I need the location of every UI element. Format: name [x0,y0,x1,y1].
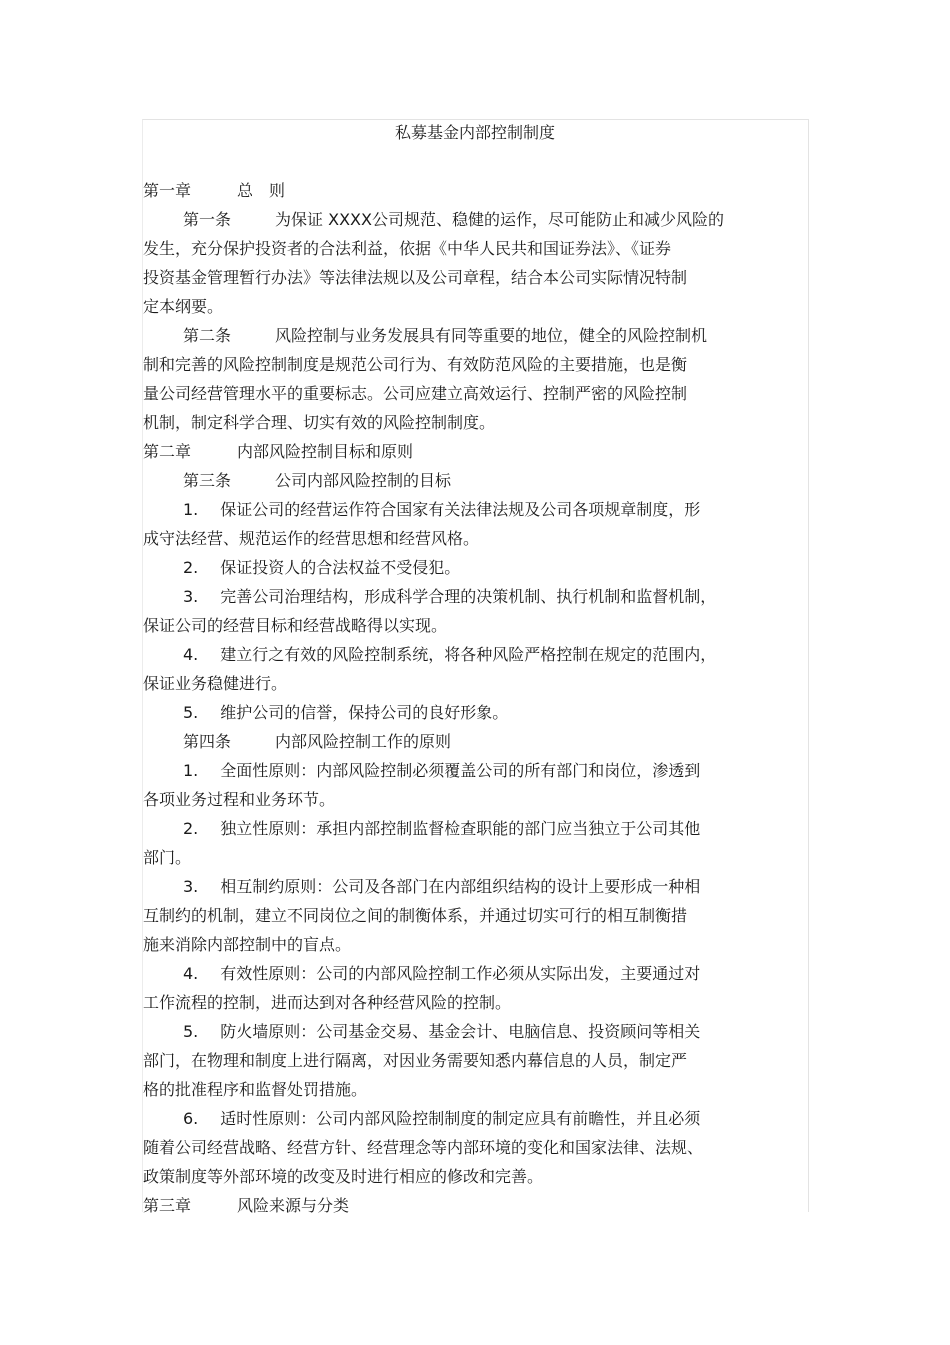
article-2-line [183,324,707,348]
item-number: 5. [183,1022,199,1041]
item-text: 独立性原则：承担内部控制监督检查职能的部门应当独立于公司其他 [220,819,701,838]
article-2-line: 机制，制定科学合理、切实有效的风险控制制度。 [143,413,496,432]
principle-item-line: 政策制度等外部环境的改变及时进行相应的修改和完善。 [143,1167,544,1186]
article-label: 第三条 [183,471,232,490]
principle-item-line: 工作流程的控制，进而达到对各种经营风险的控制。 [143,993,512,1012]
item-number: 5. [183,703,199,722]
article-3-heading [183,469,451,493]
item-number: 3. [183,877,199,896]
goal-item-line: 保证业务稳健进行。 [143,674,288,693]
chapter-3-heading [143,1194,349,1218]
item-text: 全面性原则：内部风险控制必须覆盖公司的所有部门和岗位，渗透到 [220,761,701,780]
goal-item-line: 保证公司的经营目标和经营战略得以实现。 [143,616,448,635]
item-text: 完善公司治理结构，形成科学合理的决策机制、执行机制和监督机制， [220,587,717,606]
item-number: 1. [183,500,199,519]
principle-item [183,759,700,783]
principle-item [183,962,700,986]
principle-item-line: 施来消除内部控制中的盲点。 [143,935,352,954]
chapter-label: 第一章 [143,181,192,200]
article-1-line: 发生，充分保护投资者的合法利益，依据《中华人民共和国证券法》、《证券 [143,239,672,258]
principle-item-line: 各项业务过程和业务环节。 [143,790,336,809]
article-1-line: 定本纲要。 [143,297,224,316]
article-label: 第一条 [183,210,232,229]
goal-item [183,585,716,609]
chapter-title: 总 则 [237,181,286,200]
goal-item [183,556,460,580]
item-text: 维护公司的信誉，保持公司的良好形象。 [220,703,509,722]
item-text: 相互制约原则：公司及各部门在内部组织结构的设计上要形成一种相 [220,877,701,896]
article-1-line [183,208,724,232]
article-label: 第四条 [183,732,232,751]
principle-item [183,1107,700,1131]
item-number: 2. [183,819,199,838]
item-text: 防火墙原则：公司基金交易、基金会计、电脑信息、投资顾问等相关 [220,1022,701,1041]
article-2-line: 制和完善的风险控制制度是规范公司行为、有效防范风险的主要措施，也是衡 [143,355,688,374]
principle-item [183,817,700,841]
chapter-title: 风险来源与分类 [237,1196,350,1215]
chapter-label: 第二章 [143,442,192,461]
item-number: 3. [183,587,199,606]
principle-item-line: 格的批准程序和监督处罚措施。 [143,1080,368,1099]
article-text: 为保证 XXXX公司规范、稳健的运作，尽可能防止和减少风险的 [275,210,724,229]
chapter-1-heading [143,179,285,203]
item-text: 有效性原则：公司的内部风险控制工作必须从实际出发，主要通过对 [220,964,701,983]
chapter-title: 内部风险控制目标和原则 [237,442,414,461]
item-number: 1. [183,761,199,780]
chapter-label: 第三章 [143,1196,192,1215]
item-number: 4. [183,645,199,664]
principle-item [183,875,700,899]
article-title: 公司内部风险控制的目标 [275,471,452,490]
item-number: 6. [183,1109,199,1128]
item-text: 适时性原则：公司内部风险控制制度的制定应具有前瞻性，并且必须 [220,1109,701,1128]
item-text: 保证公司的经营运作符合国家有关法律法规及公司各项规章制度，形 [220,500,701,519]
item-text: 保证投资人的合法权益不受侵犯。 [220,558,461,577]
item-number: 4. [183,964,199,983]
goal-item [183,498,700,522]
chapter-2-heading [143,440,413,464]
goal-item [183,643,716,667]
article-title: 内部风险控制工作的原则 [275,732,452,751]
principle-item-line: 互制约的机制，建立不同岗位之间的制衡体系，并通过切实可行的相互制衡措 [143,906,688,925]
goal-item-line: 成守法经营、规范运作的经营思想和经营风格。 [143,529,480,548]
principle-item-line: 部门，在物理和制度上进行隔离，对因业务需要知悉内幕信息的人员，制定严 [143,1051,688,1070]
document-title: 私募基金内部控制制度 [394,123,555,142]
principle-item-line: 随着公司经营战略、经营方针、经营理念等内部环境的变化和国家法律、法规、 [143,1138,704,1157]
principle-item [183,1020,700,1044]
item-text: 建立行之有效的风险控制系统，将各种风险严格控制在规定的范围内， [220,645,717,664]
principle-item-line: 部门。 [143,848,192,867]
article-label: 第二条 [183,326,232,345]
article-1-line: 投资基金管理暂行办法》等法律法规以及公司章程，结合本公司实际情况特制 [143,268,688,287]
item-number: 2. [183,558,199,577]
article-2-line: 量公司经营管理水平的重要标志。公司应建立高效运行、控制严密的风险控制 [143,384,688,403]
article-4-heading [183,730,451,754]
article-text: 风险控制与业务发展具有同等重要的地位，健全的风险控制机 [275,326,708,345]
goal-item [183,701,508,725]
